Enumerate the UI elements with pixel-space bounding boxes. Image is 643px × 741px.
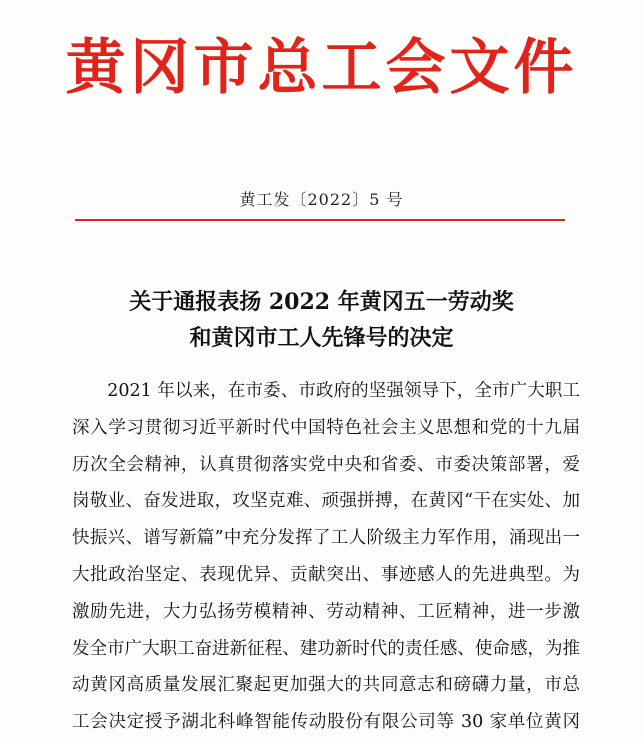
document-number: 黄工发〔2022〕5 号 <box>239 190 404 209</box>
body-line: 大批政治坚定、表现优异、贡献突出、事迹感人的先进典型。为 <box>72 564 580 585</box>
body-paragraph <box>72 373 580 741</box>
body-line: 激励先进，大力弘扬劳模精神、劳动精神、工匠精神，进一步激 <box>72 601 580 622</box>
body-line: 岗敬业、奋发进取，攻坚克难、顽强拼搏，在黄冈“干在实处、加 <box>72 491 580 512</box>
body-line: 快振兴、谱写新篇”中充分发挥了工人阶级主力军作用，涌现出一 <box>72 528 580 549</box>
document-header-title: 黄冈市总工会文件 <box>65 33 578 103</box>
body-line: 深入学习贯彻习近平新时代中国特色社会主义思想和党的十九届 <box>72 417 580 438</box>
body-line: 动黄冈高质量发展汇聚起更加强大的共同意志和磅礴力量，市总 <box>72 675 580 696</box>
document-heading <box>0 284 643 356</box>
body-line: 发全市广大职工奋进新征程、建功新时代的责任感、使命感，为推 <box>72 638 580 659</box>
body-line: 工会决定授予湖北科峰智能传动股份有限公司等 30 家单位黄冈 <box>72 712 580 733</box>
heading-line-2: 和黄冈市工人先锋号的决定 <box>189 325 454 351</box>
heading-line-1: 关于通报表扬 2022 年黄冈五一劳动奖 <box>129 289 514 315</box>
body-line: 历次全会精神，认真贯彻落实党中央和省委、市委决策部署，爱 <box>72 454 580 475</box>
body-line: 2021 年以来，在市委、市政府的坚强领导下，全市广大职工 <box>72 381 580 401</box>
red-divider-line <box>75 219 565 221</box>
